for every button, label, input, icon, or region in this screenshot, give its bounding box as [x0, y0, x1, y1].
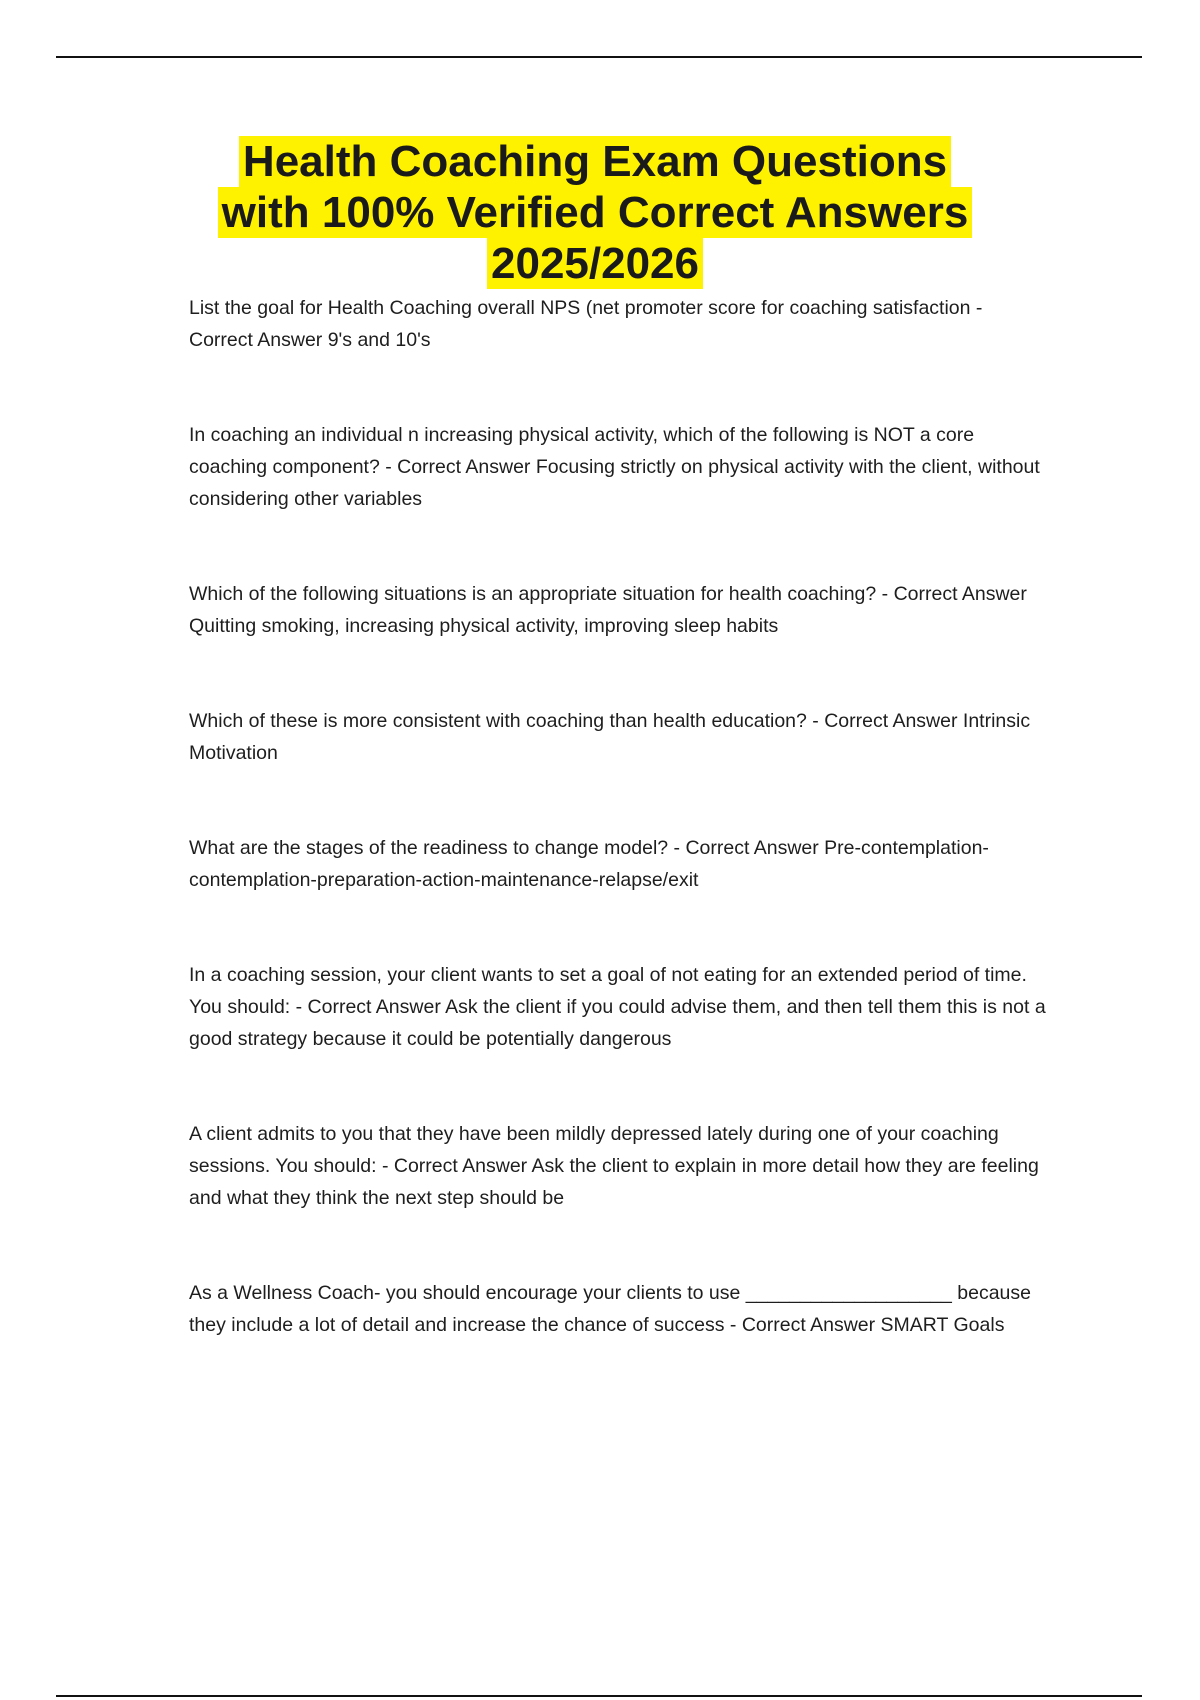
page-title	[0, 136, 1190, 289]
title-line-2: with 100% Verified Correct Answers	[218, 187, 973, 238]
question-answer-list	[189, 292, 1049, 1436]
title-line-1: Health Coaching Exam Questions	[239, 136, 951, 187]
qa-item: In coaching an individual n increasing physical activity, which of the following is NOT a core coaching component? - Correct Answer Focusing strictly on physical activity with the client, without considering other variables	[189, 424, 1040, 510]
qa-item: Which of the following situations is an appropriate situation for health coaching? - Correct Answer Quitting smoking, increasing physical activity, improving sleep habits	[189, 583, 1027, 637]
qa-item: In a coaching session, your client wants to set a goal of not eating for an extended period of time. You should: - Correct Answer Ask the client if you could advise them, and then tell them this is not a good strategy because it could be potentially dangerous	[189, 964, 1046, 1050]
qa-item: As a Wellness Coach- you should encourage your clients to use ___________________ because they include a lot of detail and increase the chance of success - Correct Answer SMART Goals	[189, 1282, 1031, 1336]
title-line-3: 2025/2026	[487, 238, 703, 289]
top-rule	[56, 56, 1142, 58]
qa-item: Which of these is more consistent with coaching than health education? - Correct Answer Intrinsic Motivation	[189, 710, 1031, 764]
qa-item: List the goal for Health Coaching overall NPS (net promoter score for coaching satisfaction - Correct Answer 9's and 10's	[189, 297, 983, 351]
bottom-rule	[56, 1695, 1142, 1697]
qa-item: What are the stages of the readiness to change model? - Correct Answer Pre-contemplation-contemplation-preparation-action-maintenance-relapse/exit	[189, 837, 989, 891]
qa-item: A client admits to you that they have been mildly depressed lately during one of your coaching sessions. You should: - Correct Answer Ask the client to explain in more detail how they are feeling and what they think the next step should be	[189, 1123, 1039, 1209]
